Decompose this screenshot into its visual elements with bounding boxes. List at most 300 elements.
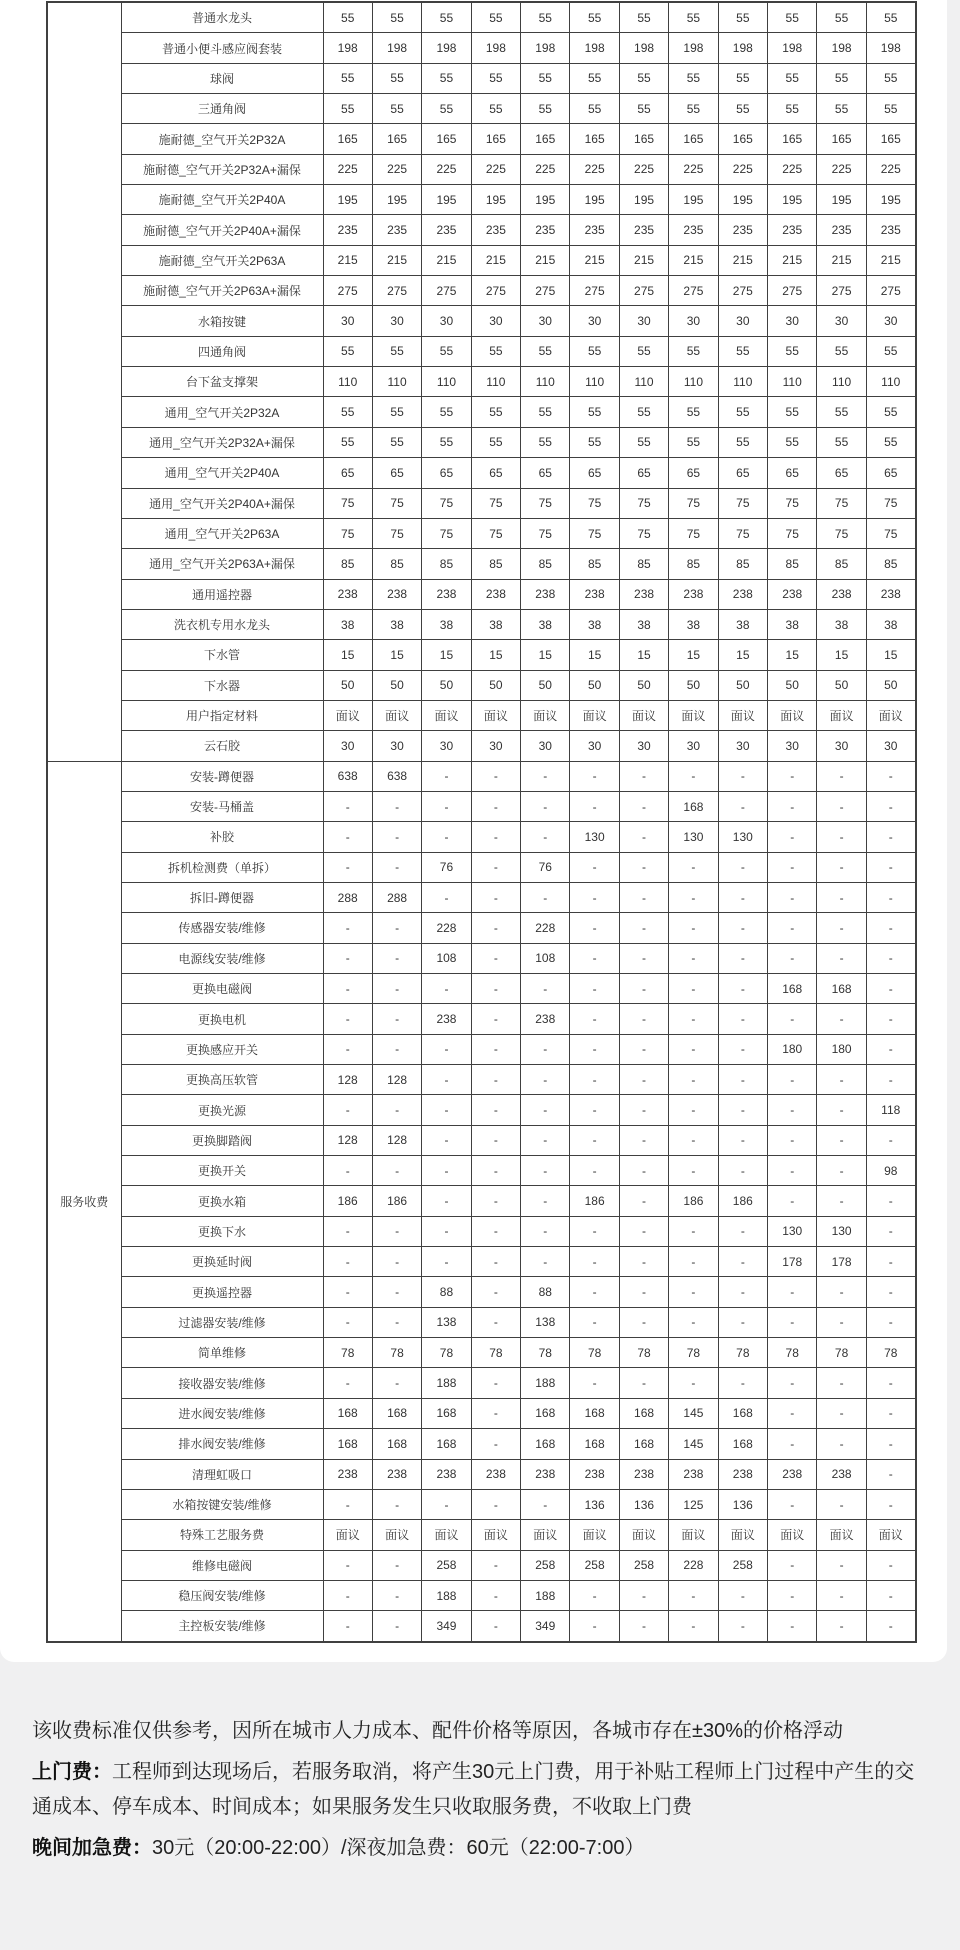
price-cell: 55 <box>422 63 471 93</box>
table-row <box>47 609 916 639</box>
price-cell: - <box>768 1489 817 1519</box>
price-cell: 面议 <box>718 1520 767 1550</box>
price-cell: - <box>619 1186 668 1216</box>
price-cell: 78 <box>521 1338 570 1368</box>
price-cell: 75 <box>521 518 570 548</box>
price-cell: 50 <box>817 670 866 700</box>
price-cell: 198 <box>768 33 817 63</box>
price-cell: 50 <box>619 670 668 700</box>
price-cell: 118 <box>866 1095 915 1125</box>
price-cell: - <box>866 1247 915 1277</box>
price-cell: - <box>768 1095 817 1125</box>
price-cell: - <box>372 822 421 852</box>
price-cell: 65 <box>521 458 570 488</box>
price-cell: - <box>866 1277 915 1307</box>
price-cell: 55 <box>619 336 668 366</box>
price-cell: 55 <box>817 397 866 427</box>
row-label: 三通角阀 <box>121 94 323 124</box>
price-cell: - <box>768 822 817 852</box>
price-cell: - <box>570 1247 619 1277</box>
price-cell: 65 <box>619 458 668 488</box>
row-label: 稳压阀安装/维修 <box>121 1580 323 1610</box>
price-cell: 面议 <box>471 700 520 730</box>
price-cell: - <box>866 1004 915 1034</box>
price-cell: 55 <box>718 397 767 427</box>
price-cell: 15 <box>570 640 619 670</box>
row-label: 更换下水 <box>121 1216 323 1246</box>
price-cell: - <box>866 1186 915 1216</box>
price-cell: - <box>866 1034 915 1064</box>
price-cell: 165 <box>570 124 619 154</box>
price-cell: 55 <box>570 336 619 366</box>
price-cell: 138 <box>521 1307 570 1337</box>
price-cell: 195 <box>521 185 570 215</box>
table-row <box>47 1368 916 1398</box>
price-cell: 55 <box>422 336 471 366</box>
table-row <box>47 1186 916 1216</box>
price-cell: - <box>669 1004 718 1034</box>
price-cell: - <box>570 1156 619 1186</box>
price-cell: 258 <box>570 1550 619 1580</box>
row-label: 通用_空气开关2P63A <box>121 518 323 548</box>
price-cell: 198 <box>866 33 915 63</box>
price-cell: 275 <box>619 276 668 306</box>
price-cell: - <box>471 1216 520 1246</box>
price-cell: 55 <box>768 2 817 33</box>
table-row <box>47 518 916 548</box>
price-cell: - <box>323 1611 372 1642</box>
price-cell: 15 <box>619 640 668 670</box>
price-cell: 195 <box>866 185 915 215</box>
price-cell: 128 <box>372 1125 421 1155</box>
price-cell: 75 <box>372 488 421 518</box>
price-cell: - <box>422 1125 471 1155</box>
price-cell: 55 <box>570 63 619 93</box>
price-cell: - <box>323 913 372 943</box>
price-cell: - <box>521 1034 570 1064</box>
price-cell: 78 <box>669 1338 718 1368</box>
price-cell: 165 <box>866 124 915 154</box>
price-cell: - <box>521 1489 570 1519</box>
price-cell: 75 <box>323 488 372 518</box>
price-cell: - <box>866 974 915 1004</box>
price-cell: - <box>619 1034 668 1064</box>
price-cell: 110 <box>718 367 767 397</box>
price-cell: 55 <box>323 336 372 366</box>
price-cell: - <box>768 1398 817 1428</box>
price-cell: 55 <box>817 94 866 124</box>
price-cell: 258 <box>619 1550 668 1580</box>
price-cell: 85 <box>323 549 372 579</box>
row-label: 通用_空气开关2P32A <box>121 397 323 427</box>
price-cell: 55 <box>817 2 866 33</box>
price-cell: 228 <box>422 913 471 943</box>
price-cell: - <box>669 1368 718 1398</box>
price-cell: 235 <box>669 215 718 245</box>
price-cell: 50 <box>866 670 915 700</box>
price-cell: - <box>323 1034 372 1064</box>
section-label <box>47 2 121 761</box>
table-row <box>47 549 916 579</box>
price-cell: - <box>471 882 520 912</box>
price-cell: 238 <box>619 1459 668 1489</box>
price-cell: 235 <box>866 215 915 245</box>
price-cell: - <box>718 1156 767 1186</box>
price-cell: - <box>323 1277 372 1307</box>
price-cell: 55 <box>521 63 570 93</box>
price-cell: 238 <box>570 1459 619 1489</box>
price-cell: 110 <box>866 367 915 397</box>
price-cell: - <box>866 1611 915 1642</box>
price-cell: 38 <box>521 609 570 639</box>
price-cell: - <box>866 1459 915 1489</box>
price-cell: 235 <box>471 215 520 245</box>
night-fee-text: 30元（20:00-22:00）/深夜加急费：60元（22:00-7:00） <box>152 1837 645 1859</box>
price-cell: - <box>768 1368 817 1398</box>
price-cell: - <box>521 1247 570 1277</box>
price-cell: 50 <box>669 670 718 700</box>
price-cell: 75 <box>471 518 520 548</box>
table-row <box>47 1247 916 1277</box>
table-row <box>47 306 916 336</box>
price-cell: - <box>323 1004 372 1034</box>
price-cell: 30 <box>817 306 866 336</box>
price-cell: - <box>669 1247 718 1277</box>
table-row <box>47 1004 916 1034</box>
price-cell: 238 <box>570 579 619 609</box>
price-cell: 65 <box>669 458 718 488</box>
price-cell: 258 <box>422 1550 471 1580</box>
table-row <box>47 640 916 670</box>
price-cell: - <box>471 1368 520 1398</box>
price-cell: 238 <box>817 1459 866 1489</box>
price-cell: - <box>866 1368 915 1398</box>
price-cell: 75 <box>817 518 866 548</box>
price-cell: 75 <box>323 518 372 548</box>
price-cell: - <box>718 1216 767 1246</box>
price-cell: - <box>323 943 372 973</box>
price-cell: - <box>669 882 718 912</box>
table-row <box>47 943 916 973</box>
row-label: 施耐德_空气开关2P40A <box>121 185 323 215</box>
price-cell: 55 <box>372 336 421 366</box>
price-cell: - <box>323 1550 372 1580</box>
price-cell: 55 <box>521 94 570 124</box>
price-cell: 30 <box>422 731 471 761</box>
price-cell: 面议 <box>521 700 570 730</box>
price-cell: 110 <box>619 367 668 397</box>
table-row <box>47 670 916 700</box>
price-cell: 55 <box>570 2 619 33</box>
table-row <box>47 1459 916 1489</box>
price-cell: - <box>471 1277 520 1307</box>
price-cell: 130 <box>570 822 619 852</box>
price-cell: 55 <box>866 427 915 457</box>
price-cell: - <box>570 913 619 943</box>
price-cell: - <box>372 1095 421 1125</box>
price-cell: - <box>817 1095 866 1125</box>
price-cell: 55 <box>521 427 570 457</box>
price-cell: - <box>817 852 866 882</box>
price-cell: 75 <box>866 518 915 548</box>
price-cell: 98 <box>866 1156 915 1186</box>
price-cell: - <box>619 1247 668 1277</box>
price-cell: 78 <box>471 1338 520 1368</box>
price-cell: 168 <box>619 1398 668 1428</box>
price-cell: 638 <box>323 761 372 791</box>
row-label: 传感器安装/维修 <box>121 913 323 943</box>
price-cell: 面议 <box>866 1520 915 1550</box>
price-cell: - <box>372 1489 421 1519</box>
price-cell: - <box>471 1247 520 1277</box>
price-cell: 78 <box>422 1338 471 1368</box>
row-label: 球阀 <box>121 63 323 93</box>
price-cell: - <box>521 1156 570 1186</box>
table-row <box>47 1095 916 1125</box>
price-cell: 55 <box>471 397 520 427</box>
price-cell: - <box>619 974 668 1004</box>
row-label: 更换水箱 <box>121 1186 323 1216</box>
price-cell: - <box>471 1611 520 1642</box>
price-cell: 168 <box>372 1429 421 1459</box>
price-cell: 165 <box>817 124 866 154</box>
price-cell: 168 <box>521 1398 570 1428</box>
price-cell: 85 <box>619 549 668 579</box>
price-cell: - <box>422 1156 471 1186</box>
price-cell: 178 <box>817 1247 866 1277</box>
price-cell: 55 <box>323 397 372 427</box>
price-cell: 55 <box>570 94 619 124</box>
price-cell: 180 <box>768 1034 817 1064</box>
price-cell: - <box>768 1611 817 1642</box>
price-cell: 55 <box>323 2 372 33</box>
row-label: 接收器安装/维修 <box>121 1368 323 1398</box>
price-cell: - <box>619 852 668 882</box>
price-cell: 168 <box>570 1429 619 1459</box>
price-cell: 165 <box>718 124 767 154</box>
row-label: 水箱按键安装/维修 <box>121 1489 323 1519</box>
price-cell: 225 <box>471 154 520 184</box>
price-cell: - <box>669 1611 718 1642</box>
row-label: 简单维修 <box>121 1338 323 1368</box>
price-cell: 225 <box>422 154 471 184</box>
price-cell: 136 <box>619 1489 668 1519</box>
price-cell: - <box>422 1065 471 1095</box>
price-cell: - <box>768 1550 817 1580</box>
row-label: 下水管 <box>121 640 323 670</box>
section-label: 服务收费 <box>47 761 121 1641</box>
price-cell: - <box>817 1368 866 1398</box>
price-cell: 55 <box>570 397 619 427</box>
price-cell: - <box>866 852 915 882</box>
price-cell: 38 <box>570 609 619 639</box>
price-cell: 面议 <box>323 700 372 730</box>
price-cell: 55 <box>817 427 866 457</box>
price-cell: - <box>422 974 471 1004</box>
price-cell: - <box>866 1216 915 1246</box>
price-cell: 180 <box>817 1034 866 1064</box>
price-cell: 50 <box>323 670 372 700</box>
price-cell: 55 <box>817 63 866 93</box>
price-cell: 78 <box>619 1338 668 1368</box>
price-cell: 128 <box>323 1125 372 1155</box>
price-cell: 55 <box>669 427 718 457</box>
price-cell: - <box>471 761 520 791</box>
table-row <box>47 882 916 912</box>
price-cell: 15 <box>323 640 372 670</box>
price-cell: 130 <box>768 1216 817 1246</box>
price-cell: 235 <box>619 215 668 245</box>
price-cell: - <box>669 1034 718 1064</box>
price-cell: 238 <box>669 579 718 609</box>
price-cell: 110 <box>471 367 520 397</box>
table-row <box>47 700 916 730</box>
price-cell: - <box>323 1216 372 1246</box>
price-cell: 275 <box>817 276 866 306</box>
price-cell: 面议 <box>718 700 767 730</box>
price-cell: - <box>817 791 866 821</box>
price-cell: 85 <box>570 549 619 579</box>
price-cell: 275 <box>669 276 718 306</box>
price-cell: - <box>768 1156 817 1186</box>
price-cell: 30 <box>669 306 718 336</box>
price-cell: - <box>718 1611 767 1642</box>
row-label: 安装-蹲便器 <box>121 761 323 791</box>
row-label: 通用遥控器 <box>121 579 323 609</box>
price-cell: 55 <box>471 336 520 366</box>
price-cell: 238 <box>372 579 421 609</box>
price-cell: 30 <box>521 306 570 336</box>
price-cell: 168 <box>372 1398 421 1428</box>
price-cell: 55 <box>718 94 767 124</box>
price-cell: 215 <box>471 245 520 275</box>
price-cell: 215 <box>570 245 619 275</box>
price-cell: 85 <box>817 549 866 579</box>
price-cell: - <box>768 791 817 821</box>
price-cell: 78 <box>372 1338 421 1368</box>
price-cell: 225 <box>718 154 767 184</box>
price-cell: 15 <box>422 640 471 670</box>
price-cell: - <box>619 913 668 943</box>
price-cell: - <box>718 882 767 912</box>
price-cell: - <box>372 1156 421 1186</box>
price-cell: 30 <box>570 731 619 761</box>
price-cell: 165 <box>619 124 668 154</box>
price-cell: - <box>768 1004 817 1034</box>
price-cell: - <box>323 974 372 1004</box>
price-cell: 面议 <box>471 1520 520 1550</box>
price-cell: 78 <box>768 1338 817 1368</box>
price-cell: - <box>619 882 668 912</box>
price-cell: - <box>768 943 817 973</box>
price-cell: 195 <box>768 185 817 215</box>
price-cell: 235 <box>817 215 866 245</box>
price-cell: 面议 <box>866 700 915 730</box>
price-cell: 110 <box>372 367 421 397</box>
price-cell: - <box>471 1065 520 1095</box>
table-row <box>47 154 916 184</box>
price-cell: 168 <box>817 974 866 1004</box>
price-cell: 85 <box>521 549 570 579</box>
table-row <box>47 33 916 63</box>
price-cell: 215 <box>619 245 668 275</box>
price-cell: 85 <box>866 549 915 579</box>
price-cell: - <box>422 822 471 852</box>
price-cell: 215 <box>323 245 372 275</box>
price-cell: 215 <box>521 245 570 275</box>
price-cell: 275 <box>422 276 471 306</box>
table-row <box>47 427 916 457</box>
price-cell: 188 <box>521 1580 570 1610</box>
price-cell: 75 <box>768 518 817 548</box>
price-cell: 75 <box>521 488 570 518</box>
price-cell: 85 <box>718 549 767 579</box>
price-cell: 55 <box>866 336 915 366</box>
price-cell: 238 <box>521 1459 570 1489</box>
price-cell: - <box>817 882 866 912</box>
price-cell: 面议 <box>619 700 668 730</box>
price-cell: 30 <box>323 731 372 761</box>
price-cell: - <box>471 1004 520 1034</box>
price-cell: 55 <box>471 427 520 457</box>
price-cell: 55 <box>768 63 817 93</box>
price-cell: 15 <box>718 640 767 670</box>
price-cell: - <box>471 1398 520 1428</box>
row-label: 施耐德_空气开关2P32A+漏保 <box>121 154 323 184</box>
price-cell: 面议 <box>817 700 866 730</box>
table-row <box>47 1034 916 1064</box>
price-cell: 195 <box>718 185 767 215</box>
price-cell: - <box>817 1611 866 1642</box>
price-cell: - <box>422 1216 471 1246</box>
price-cell: 55 <box>619 63 668 93</box>
price-cell: 235 <box>718 215 767 245</box>
table-row <box>47 245 916 275</box>
row-label: 进水阀安装/维修 <box>121 1398 323 1428</box>
price-cell: 238 <box>521 1004 570 1034</box>
price-cell: - <box>817 1429 866 1459</box>
price-cell: - <box>372 1550 421 1580</box>
price-cell: - <box>521 822 570 852</box>
door-fee-text: 工程师到达现场后，若服务取消，将产生30元上门费，用于补贴工程师上门过程中产生的交通成本、停车成本、时间成本；如果服务发生只收取服务费，不收取上门费 <box>32 1761 915 1818</box>
price-cell: 55 <box>718 63 767 93</box>
price-cell: 215 <box>866 245 915 275</box>
price-cell: 136 <box>570 1489 619 1519</box>
price-cell: 349 <box>521 1611 570 1642</box>
price-cell: 55 <box>619 94 668 124</box>
price-cell: 195 <box>619 185 668 215</box>
table-row <box>47 94 916 124</box>
row-label: 普通小便斗感应阀套装 <box>121 33 323 63</box>
price-cell: 面议 <box>422 700 471 730</box>
price-cell: 65 <box>323 458 372 488</box>
price-cell: 225 <box>619 154 668 184</box>
price-cell: - <box>471 852 520 882</box>
price-cell: - <box>669 1216 718 1246</box>
price-cell: 55 <box>372 397 421 427</box>
price-cell: - <box>669 943 718 973</box>
price-cell: - <box>471 1156 520 1186</box>
price-cell: - <box>471 1095 520 1125</box>
price-cell: 110 <box>817 367 866 397</box>
price-cell: - <box>817 1550 866 1580</box>
price-cell: 38 <box>323 609 372 639</box>
price-cell: 238 <box>669 1459 718 1489</box>
price-cell: - <box>422 1247 471 1277</box>
price-cell: 38 <box>817 609 866 639</box>
price-cell: - <box>422 761 471 791</box>
row-label: 四通角阀 <box>121 336 323 366</box>
